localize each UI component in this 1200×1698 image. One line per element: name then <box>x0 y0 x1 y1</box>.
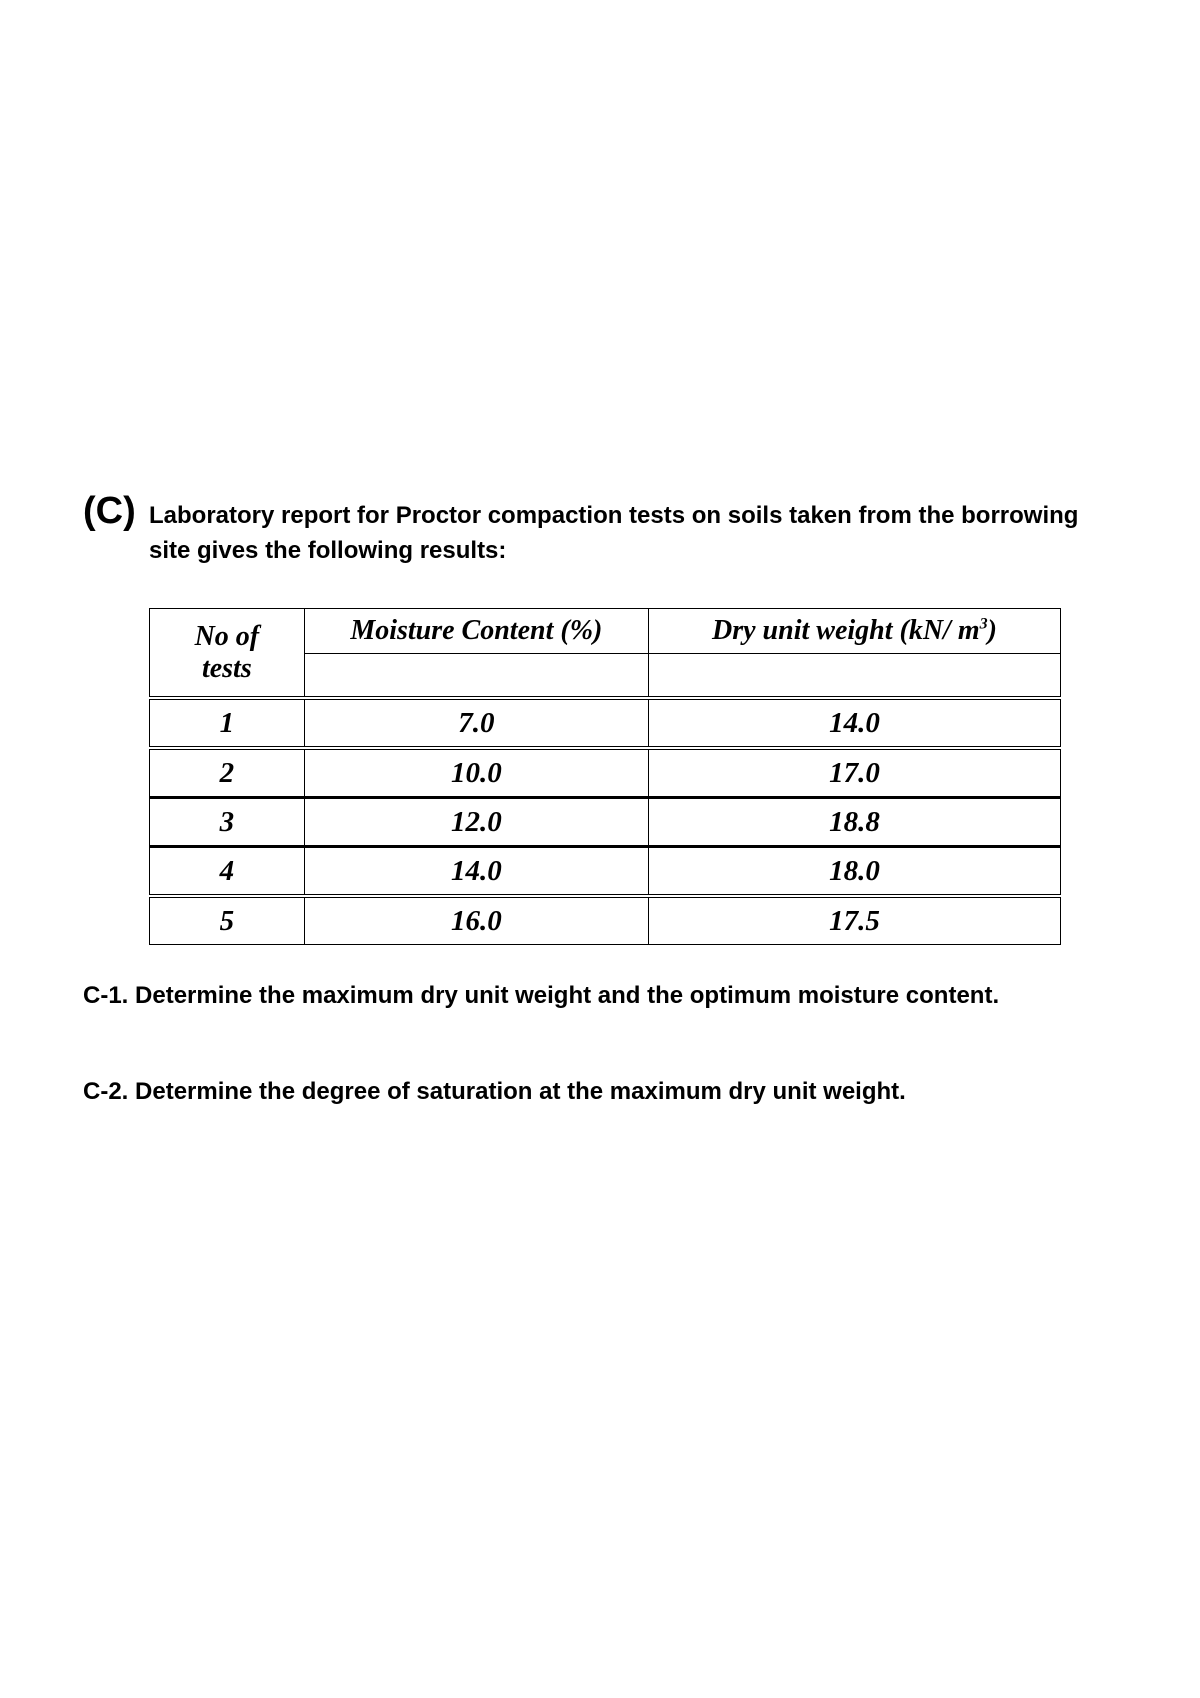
section-label: (C) <box>83 490 136 532</box>
table-row <box>150 896 1061 945</box>
test-number-cell: 1 <box>150 698 305 748</box>
table-header-row <box>150 609 1061 654</box>
question-c2 <box>83 1076 1103 1108</box>
header-dry-unit-weight-text: Dry unit weight (kN/ m <box>712 615 980 646</box>
dry-unit-weight-cell: 18.8 <box>648 798 1060 847</box>
test-number-cell: 5 <box>150 896 305 945</box>
dry-unit-weight-cell: 17.5 <box>648 896 1060 945</box>
problem-c <box>83 490 1103 1105</box>
header-no-of-tests <box>150 609 305 699</box>
question-id: C-2. <box>83 1078 129 1105</box>
table-row <box>150 748 1061 798</box>
results-table <box>149 608 1061 945</box>
header-moisture-content: Moisture Content (%) <box>304 609 648 654</box>
questions <box>83 980 1103 1108</box>
dry-unit-weight-cell: 14.0 <box>648 698 1060 748</box>
moisture-cell: 14.0 <box>304 847 648 897</box>
moisture-cell: 7.0 <box>304 698 648 748</box>
intro-text: Laboratory report for Proctor compaction tests on soils taken from the borrowing site gives the following results: <box>149 502 1079 564</box>
blank-cell <box>304 654 648 699</box>
test-number-cell: 4 <box>150 847 305 897</box>
question-text: Determine the maximum dry unit weight and the optimum moisture content. <box>135 982 1000 1009</box>
header-dry-unit-weight-sup: 3 <box>979 615 988 633</box>
moisture-cell: 12.0 <box>304 798 648 847</box>
moisture-cell: 10.0 <box>304 748 648 798</box>
test-number-cell: 2 <box>150 748 305 798</box>
moisture-cell: 16.0 <box>304 896 648 945</box>
header-tests-line2: tests <box>201 652 252 684</box>
table-row <box>150 698 1061 748</box>
table-row <box>150 847 1061 897</box>
header-tests-line1: No of <box>194 620 260 652</box>
blank-cell <box>648 654 1060 699</box>
dry-unit-weight-cell: 18.0 <box>648 847 1060 897</box>
header-dry-unit-weight-suffix: ) <box>987 615 997 646</box>
question-id: C-1. <box>83 982 129 1009</box>
test-number-cell: 3 <box>150 798 305 847</box>
question-c1 <box>83 980 1103 1012</box>
problem-heading <box>83 490 1103 568</box>
question-text: Determine the degree of saturation at the maximum dry unit weight. <box>135 1078 906 1105</box>
header-dry-unit-weight <box>648 609 1060 654</box>
table-row <box>150 798 1061 847</box>
dry-unit-weight-cell: 17.0 <box>648 748 1060 798</box>
